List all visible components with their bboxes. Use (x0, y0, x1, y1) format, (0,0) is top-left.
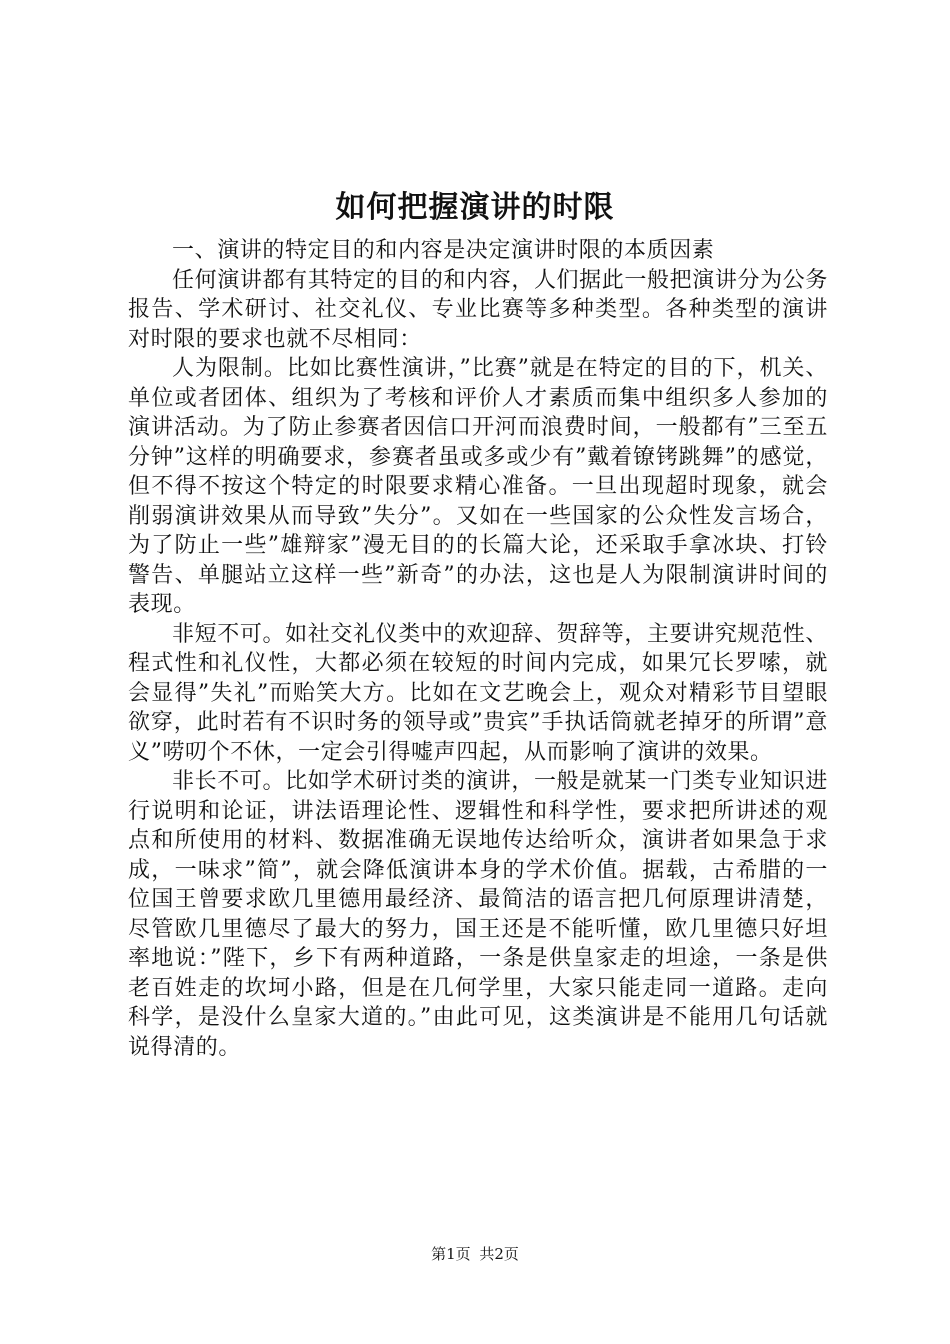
paragraph-section-heading: 一、演讲的特定目的和内容是决定演讲时限的本质因素 (172, 238, 715, 263)
paragraph-must-be-short: 非短不可。如社交礼仪类中的欢迎辞、贺辞等，主要讲究规范性、程式性和礼仪性，大都必须在较短的时间内完成，如果冗长罗嗦，就会显得”失礼”而贻笑大方。比如在文艺晚会上，观众对精彩节目望眼欲穿，此时若有不识时务的领导或”贵宾”手执话筒就老掉牙的所谓”意义”唠叨个不休，一定会引得嘘声四起，从而影响了演讲的效果。 (128, 621, 828, 765)
page-total: 共2页 (479, 1245, 519, 1263)
document-title: 如何把握演讲的时限 (335, 190, 615, 225)
paragraph-must-be-long: 非长不可。比如学术研讨类的演讲，一般是就某一门类专业知识进行说明和论证，讲法语理论性、逻辑性和科学性，要求把所讲述的观点和所使用的材料、数据准确无误地传达给听众，演讲者如果急于求成，一味求”简”，就会降低演讲本身的学术价值。据载，古希腊的一位国王曾要求欧几里德用最经济、最简洁的语言把几何原理讲清楚，尽管欧几里德尽了最大的努力，国王还是不能听懂，欧几里德只好坦率地说：”陛下，乡下有两种道路，一条是供皇家走的坦途，一条是供老百姓走的坎坷小路，但是在几何学里，大家只能走同一道路。走向科学，是没什么皇家大道的。”由此可见，这类演讲是不能用几句话就说得清的。 (128, 769, 828, 1060)
document-body (128, 236, 828, 1062)
page-number: 第1页 (431, 1245, 471, 1263)
paragraph-intro: 任何演讲都有其特定的目的和内容，人们据此一般把演讲分为公务报告、学术研讨、社交礼仪、专业比赛等多种类型。各种类型的演讲对时限的要求也就不尽相同： (128, 267, 828, 352)
page-footer (0, 1244, 950, 1264)
paragraph-artificial-limit: 人为限制。比如比赛性演讲，”比赛”就是在特定的目的下，机关、单位或者团体、组织为了考核和评价人才素质而集中组织多人参加的演讲活动。为了防止参赛者因信口开河而浪费时间，一般都有”三至五分钟”这样的明确要求，参赛者虽或多或少有”戴着镣铐跳舞”的感觉，但不得不按这个特定的时限要求精心准备。一旦出现超时现象，就会削弱演讲效果从而导致”失分”。又如在一些国家的公众性发言场合，为了防止一些”雄辩家”漫无目的的长篇大论，还采取手拿冰块、打铃警告、单腿站立这样一些”新奇”的办法，这也是人为限制演讲时间的表现。 (128, 356, 828, 617)
